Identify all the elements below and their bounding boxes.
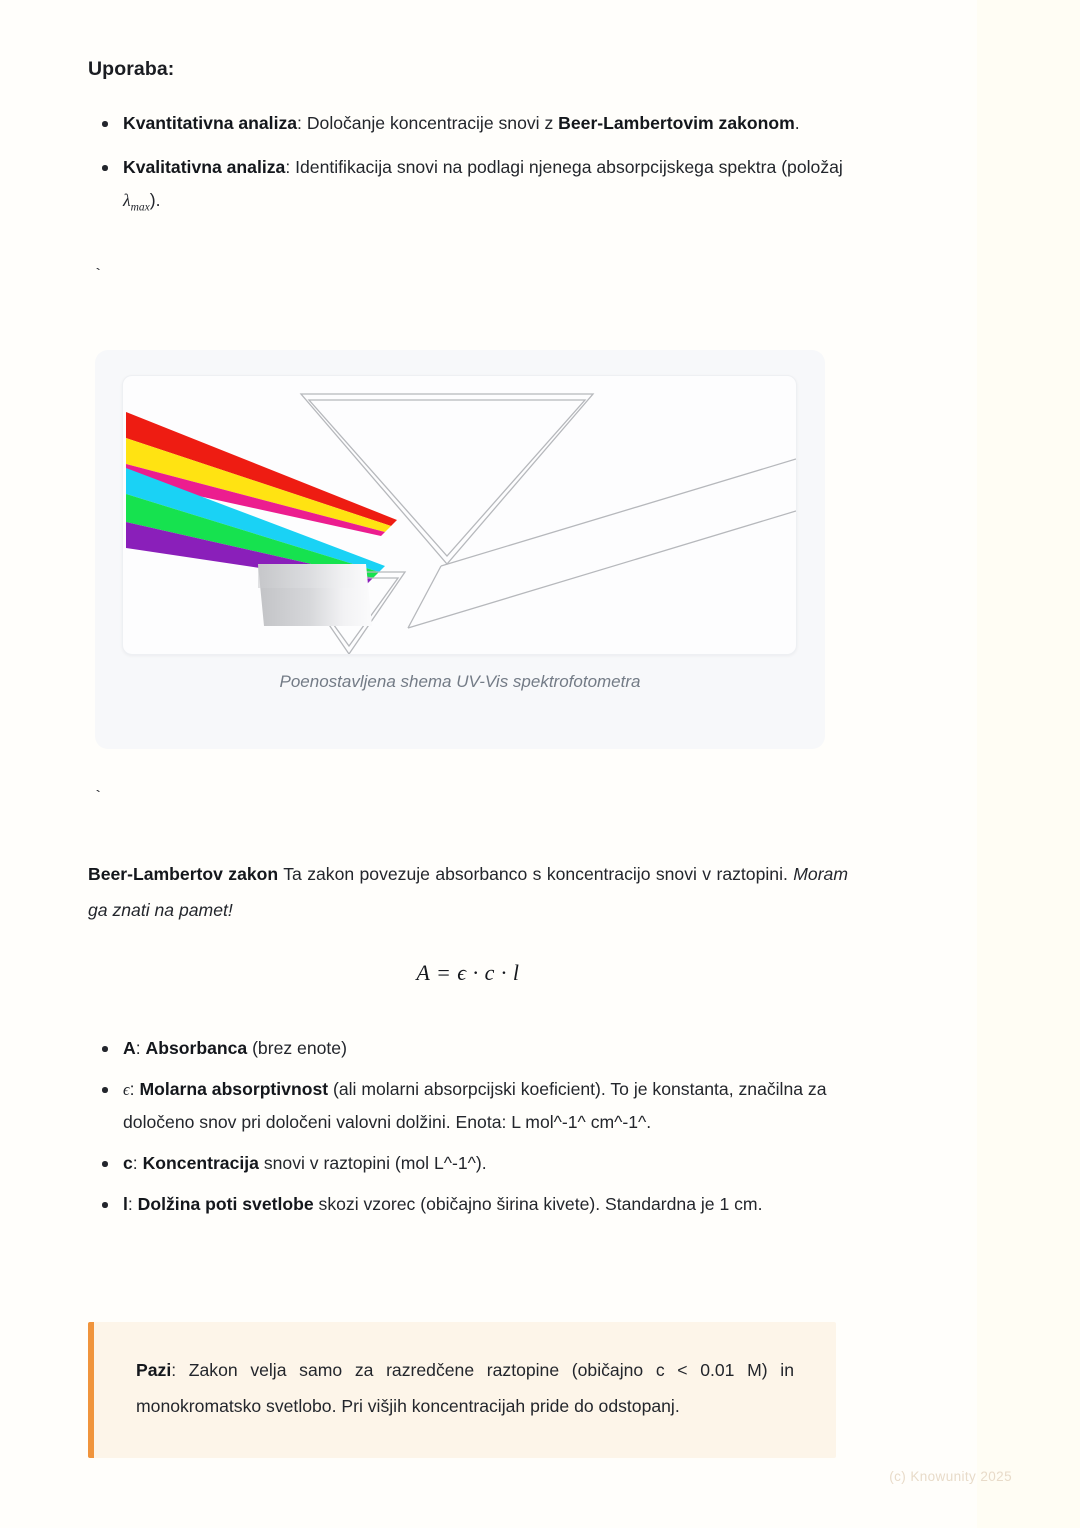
variable-separator: : xyxy=(132,1153,143,1173)
list-item xyxy=(88,1188,848,1221)
beer-lambert-text: Ta zakon povezuje absorbanco s koncentracijo snovi v raztopini. xyxy=(278,864,794,884)
prism-sample-body xyxy=(258,564,372,626)
beer-lambert-emphasis: Moram ga znati na pamet! xyxy=(88,864,848,920)
variable-name: Dolžina poti svetlobe xyxy=(137,1194,314,1214)
variable-description: snovi v raztopini (mol L^-1^). xyxy=(258,1153,487,1173)
variable-description: (brez enote) xyxy=(247,1038,347,1058)
bullet-text: Določanje koncentracije snovi z xyxy=(306,113,559,133)
variable-description: (ali molarni absorpcijski koeficient). To je konstanta, značilna za določeno snov pri določeni valovni dolžini. Enota: L mol^-1^ cm^-1^. xyxy=(123,1079,827,1132)
callout-separator: : xyxy=(171,1360,189,1380)
bullet-text: Identifikacija snovi na podlagi njenega absorpcijskega spektra (položaj xyxy=(295,157,843,177)
lambda-subscript: max xyxy=(130,201,150,214)
callout-text xyxy=(136,1352,794,1424)
list-item xyxy=(88,1147,848,1180)
list-item xyxy=(88,151,848,225)
variable-symbol: l xyxy=(123,1194,128,1214)
figure-card xyxy=(95,350,825,749)
usage-bullet-list xyxy=(88,107,848,236)
formula-variable-list xyxy=(88,1032,848,1229)
bullet-lead-label: Kvalitativna analiza xyxy=(123,157,286,177)
variable-separator: : xyxy=(135,1038,146,1058)
variable-name: Absorbanca xyxy=(145,1038,248,1058)
figure-image-frame xyxy=(122,375,797,655)
bullet-text-after: ). xyxy=(149,190,161,210)
list-item xyxy=(88,1032,848,1065)
page-title: Uporaba: xyxy=(88,58,175,80)
spectrophotometer-prism-icon xyxy=(123,376,796,654)
figure-caption: Poenostavljena shema UV-Vis spektrofotometra xyxy=(279,672,641,691)
bullet-separator: : xyxy=(285,157,296,177)
variable-symbol: ϵ xyxy=(123,1080,130,1099)
bullet-separator: : xyxy=(297,113,307,133)
bullet-text-after: . xyxy=(794,113,800,133)
backtick-separator-top: ` xyxy=(93,267,104,286)
backtick-separator-bottom: ` xyxy=(93,789,104,808)
list-item xyxy=(88,107,848,140)
beer-lambert-title: Beer-Lambertov zakon xyxy=(88,864,279,884)
variable-description: skozi vzorec (običajno širina kivete). Standardna je 1 cm. xyxy=(313,1194,763,1214)
variable-name: Koncentracija xyxy=(142,1153,259,1173)
variable-symbol: A xyxy=(123,1038,136,1058)
prism-upper-triangle xyxy=(301,394,593,564)
callout-body: Zakon velja samo za razredčene raztopine (običajno c < 0.01 M) in monokromatsko svetlobo. Pri višjih koncentracijah pride do odstopanj. xyxy=(136,1360,794,1416)
page-right-margin-band xyxy=(976,0,1080,1528)
beer-lambert-paragraph xyxy=(88,856,848,928)
lambda-glyph: λ xyxy=(123,190,131,210)
warning-callout xyxy=(88,1322,836,1458)
bullet-bold-tail: Beer-Lambertovim zakonom xyxy=(558,113,795,133)
bullet-lead-label: Kvantitativna analiza xyxy=(123,113,298,133)
variable-separator: : xyxy=(129,1079,140,1099)
variable-separator: : xyxy=(127,1194,138,1214)
variable-name: Molarna absorptivnost xyxy=(139,1079,329,1099)
beer-lambert-formula: A = ϵ · c · l xyxy=(416,960,520,985)
variable-symbol: c xyxy=(123,1153,133,1173)
outgoing-beam-lines xyxy=(408,459,796,628)
lambda-symbol xyxy=(123,190,150,214)
callout-label: Pazi xyxy=(136,1360,172,1380)
watermark: (c) Knowunity 2025 xyxy=(889,1469,1012,1484)
list-item xyxy=(88,1073,848,1139)
